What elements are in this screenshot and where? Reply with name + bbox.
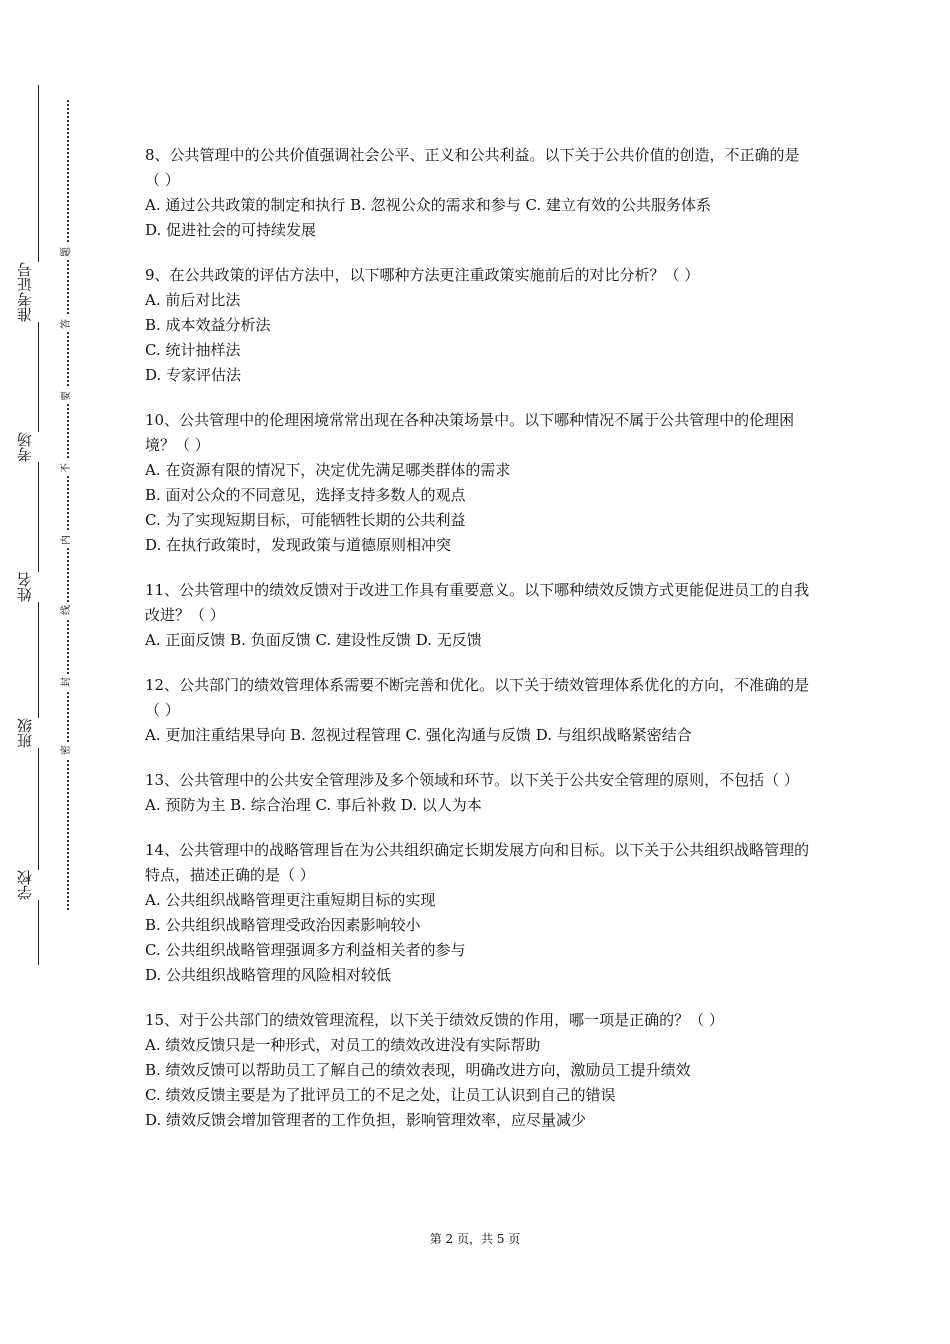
question-options: A. 正面反馈 B. 负面反馈 C. 建设性反馈 D. 无反馈 (145, 631, 482, 649)
question-stem: 11、公共管理中的绩效反馈对于改进工作具有重要意义。以下哪种绩效反馈方式更能促进员工的自我改进？（ ） (145, 581, 810, 624)
question-options: A. 预防为主 B. 综合治理 C. 事后补救 D. 以人为本 (145, 796, 482, 814)
question-stem: 12、公共部门的绩效管理体系需要不断完善和优化。以下关于绩效管理体系优化的方向，不准确的是（ ） (145, 676, 810, 719)
question-option: C. 为了实现短期目标，可能牺牲长期的公共利益 (145, 511, 466, 529)
question-stem: 13、公共管理中的公共安全管理涉及多个领域和环节。以下关于公共安全管理的原则，不包括（ ） (145, 771, 799, 789)
question-stem: 15、对于公共部门的绩效管理流程，以下关于绩效反馈的作用，哪一项是正确的？（ ） (145, 1011, 724, 1029)
question-option: C. 统计抽样法 (145, 341, 241, 359)
seal-char: 封 (61, 674, 73, 690)
question-9 (145, 263, 813, 388)
question-option: A. 前后对比法 (145, 291, 241, 309)
question-option: A. 绩效反馈只是一种形式，对员工的绩效改进没有实际帮助 (145, 1036, 541, 1054)
page-footer: 第 2 页，共 5 页 (429, 1232, 521, 1246)
seal-char: 不 (61, 460, 73, 476)
field-school: 学校 (18, 870, 58, 900)
seal-char: 要 (61, 388, 73, 404)
question-stem: 9、在公共政策的评估方法中，以下哪种方法更注重政策实施前后的对比分析？（ ） (145, 266, 700, 284)
question-option: B. 公共组织战略管理受政治因素影响较小 (145, 916, 421, 934)
question-14 (145, 838, 813, 988)
field-class: 班级 (18, 718, 58, 748)
question-11 (145, 578, 813, 653)
seal-char: 题 (61, 244, 73, 260)
question-list (145, 143, 813, 1153)
question-option: B. 面对公众的不同意见，选择支持多数人的观点 (145, 486, 466, 504)
question-option: B. 成本效益分析法 (145, 316, 271, 334)
seal-char: 线 (61, 602, 73, 618)
question-option: D. 专家评估法 (145, 366, 242, 384)
question-option: C. 绩效反馈主要是为了批评员工的不足之处，让员工认识到自己的错误 (145, 1086, 616, 1104)
field-exam-room: 考场 (18, 432, 58, 462)
question-stem: 8、公共管理中的公共价值强调社会公平、正义和公共利益。以下关于公共价值的创造，不正确的是（ ） (145, 146, 800, 189)
seal-char: 密 (61, 742, 73, 758)
field-name: 姓名 (18, 572, 58, 602)
question-stem: 14、公共管理中的战略管理旨在为公共组织确定长期发展方向和目标。以下关于公共组织战略管理的特点，描述正确的是（ ） (145, 841, 810, 884)
question-12 (145, 673, 813, 748)
question-option: A. 公共组织战略管理更注重短期目标的实现 (145, 891, 436, 909)
question-options: A. 通过公共政策的制定和执行 B. 忽视公众的需求和参与 C. 建立有效的公共服务体系 (145, 196, 711, 214)
question-option: C. 公共组织战略管理强调多方利益相关者的参与 (145, 941, 466, 959)
binding-solid-line (38, 85, 39, 965)
question-option: D. 促进社会的可持续发展 (145, 221, 317, 239)
seal-char: 内 (61, 532, 73, 548)
question-option: B. 绩效反馈可以帮助员工了解自己的绩效表现，明确改进方向，激励员工提升绩效 (145, 1061, 691, 1079)
question-8 (145, 143, 813, 243)
question-option: D. 在执行政策时，发现政策与道德原则相冲突 (145, 536, 452, 554)
question-13 (145, 768, 813, 818)
seal-dotted-line (67, 100, 69, 910)
question-options: A. 更加注重结果导向 B. 忽视过程管理 C. 强化沟通与反馈 D. 与组织战略紧密结合 (145, 726, 692, 744)
seal-char: 答 (61, 316, 73, 332)
question-stem: 10、公共管理中的伦理困境常常出现在各种决策场景中。以下哪种情况不属于公共管理中的伦理困境？（ ） (145, 411, 795, 454)
question-option: D. 绩效反馈会增加管理者的工作负担，影响管理效率，应尽量减少 (145, 1111, 587, 1129)
question-option: A. 在资源有限的情况下，决定优先满足哪类群体的需求 (145, 461, 511, 479)
question-15 (145, 1008, 813, 1133)
question-option: D. 公共组织战略管理的风险相对较低 (145, 966, 392, 984)
field-admission-number: 准考证号 (18, 262, 58, 322)
binding-margin (0, 0, 95, 1344)
question-10 (145, 408, 813, 558)
